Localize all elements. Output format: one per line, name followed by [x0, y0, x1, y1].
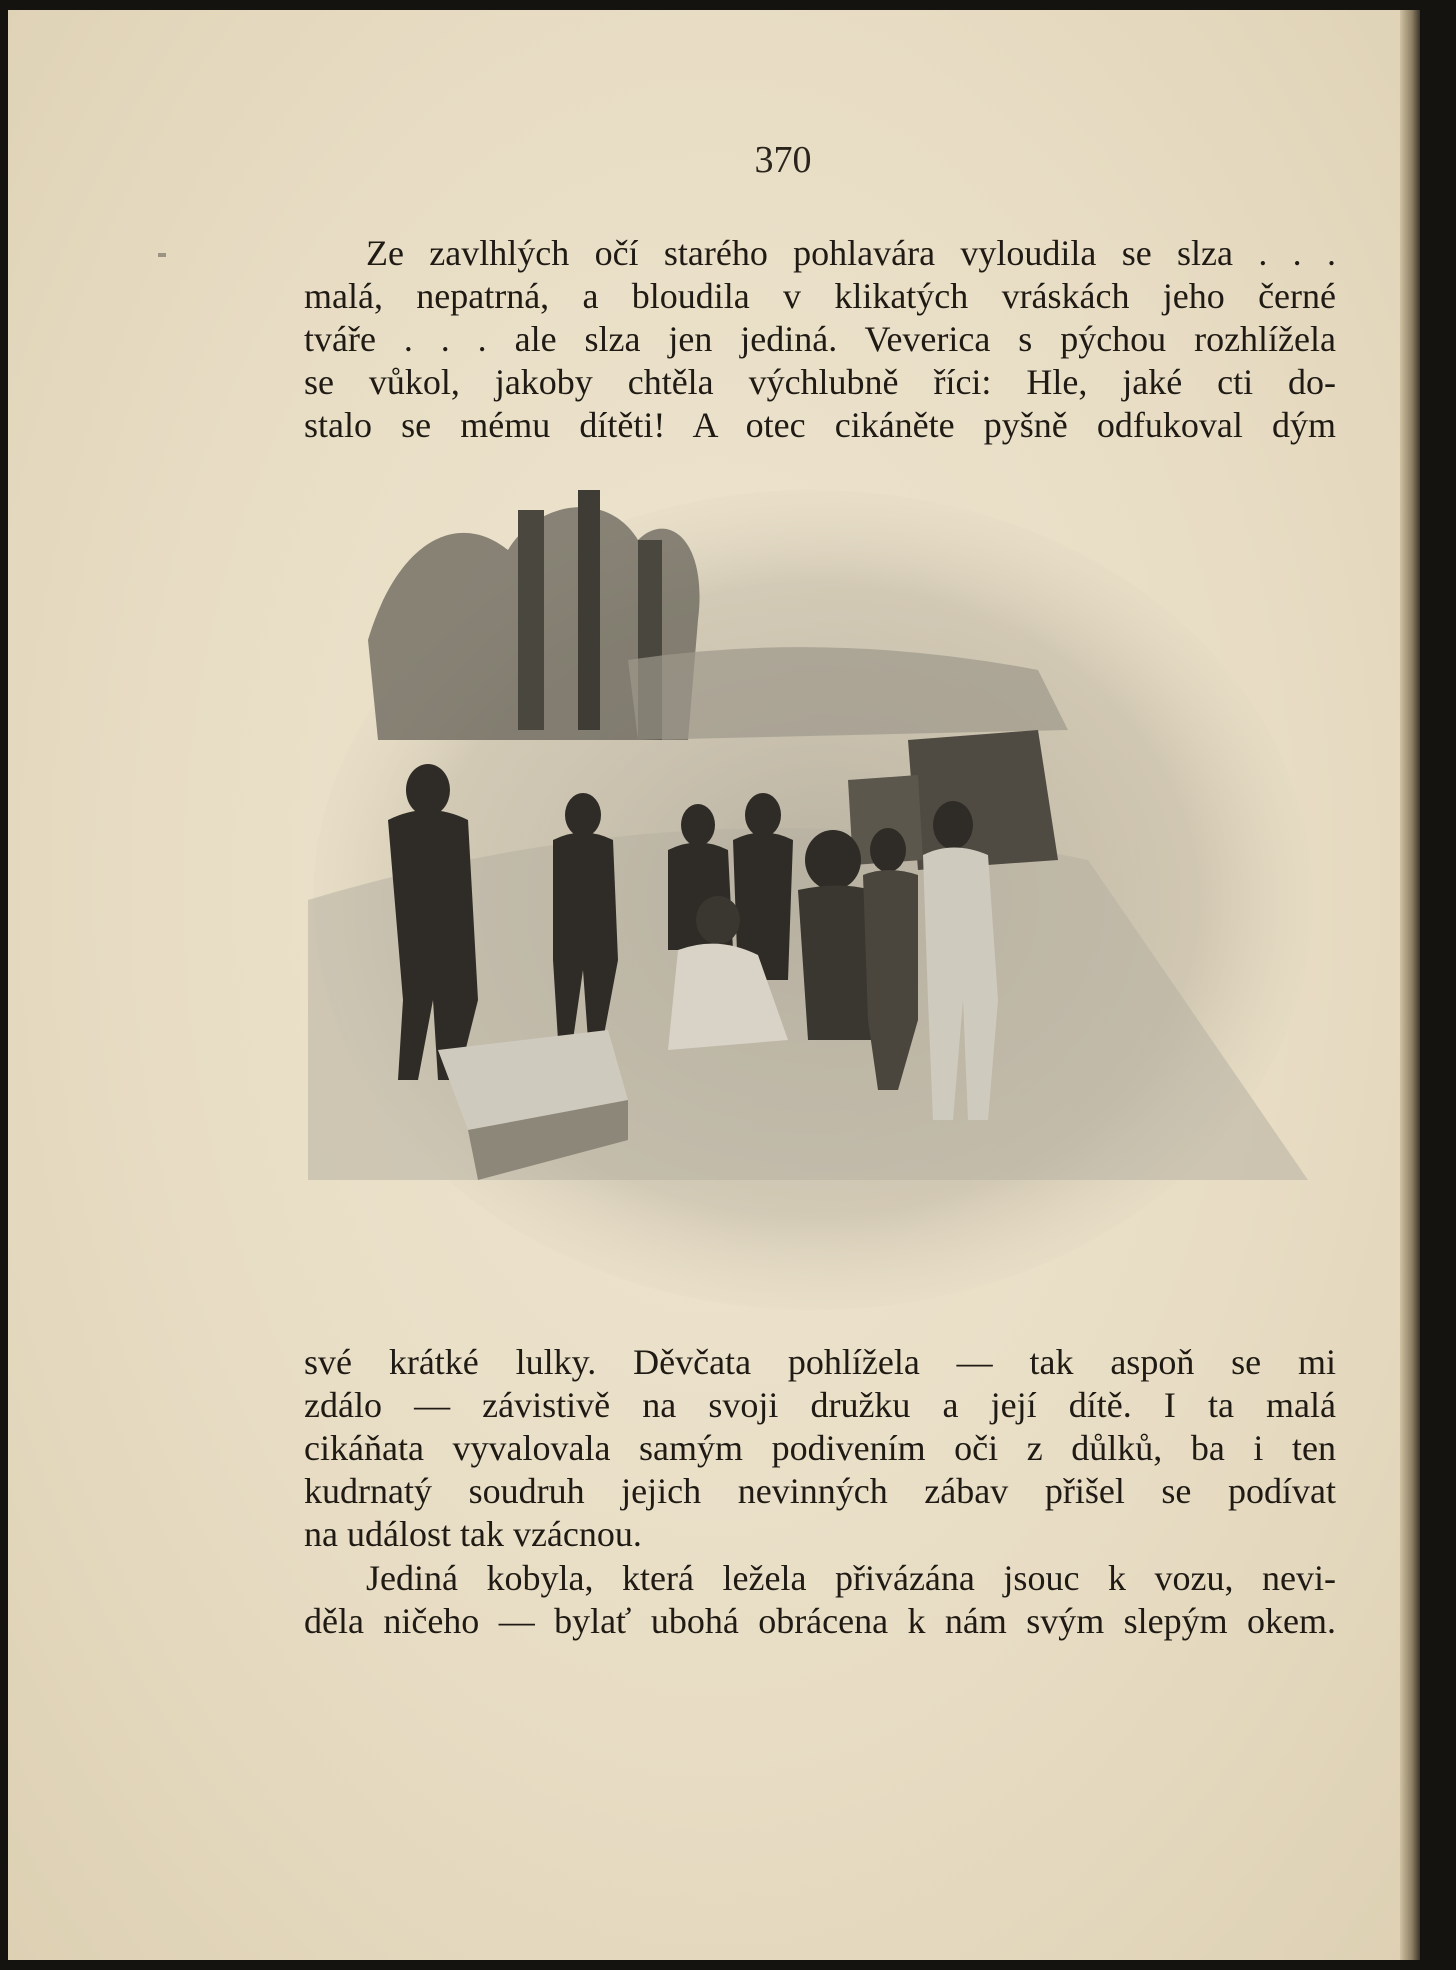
- text-line: se vůkol, jakoby chtěla výchlubně říci: Hle, jaké cti do-: [304, 362, 1336, 402]
- paragraph-1: [304, 232, 1336, 447]
- page-gutter: [1400, 10, 1420, 1960]
- illustration: [308, 480, 1318, 1310]
- text-line: zdálo — závistivě na svoji družku a její dítě. I ta malá: [304, 1385, 1336, 1425]
- text-line: malá, nepatrná, a bloudila v klikatých vráskách jeho černé: [304, 276, 1336, 316]
- text-line: děla ničeho — bylať ubohá obrácena k nám svým slepým okem.: [304, 1601, 1336, 1641]
- text-line: Jediná kobyla, která ležela přivázána jsouc k vozu, nevi-: [366, 1558, 1336, 1598]
- page-number: 370: [754, 139, 812, 181]
- text-line: své krátké lulky. Děvčata pohlížela — tak aspoň se mi: [304, 1342, 1336, 1382]
- margin-speck: [158, 253, 166, 257]
- book-page: [8, 10, 1420, 1960]
- text-line: kudrnatý soudruh jejich nevinných zábav přišel se podívat: [304, 1471, 1336, 1511]
- text-line: na událost tak vzácnou.: [304, 1514, 642, 1554]
- text-line: Ze zavlhlých očí starého pohlavára vyloudila se slza . . .: [366, 233, 1336, 273]
- text-line: stalo se mému dítěti! A otec cikáněte pyšně odfukoval dým: [304, 405, 1336, 445]
- paragraph-3: [304, 1557, 1336, 1643]
- text-line: tváře . . . ale slza jen jediná. Veverica s pýchou rozhlížela: [304, 319, 1336, 359]
- text-line: cikáňata vyvalovala samým podivením oči z důlků, ba i ten: [304, 1428, 1336, 1468]
- paragraph-2: [304, 1341, 1336, 1556]
